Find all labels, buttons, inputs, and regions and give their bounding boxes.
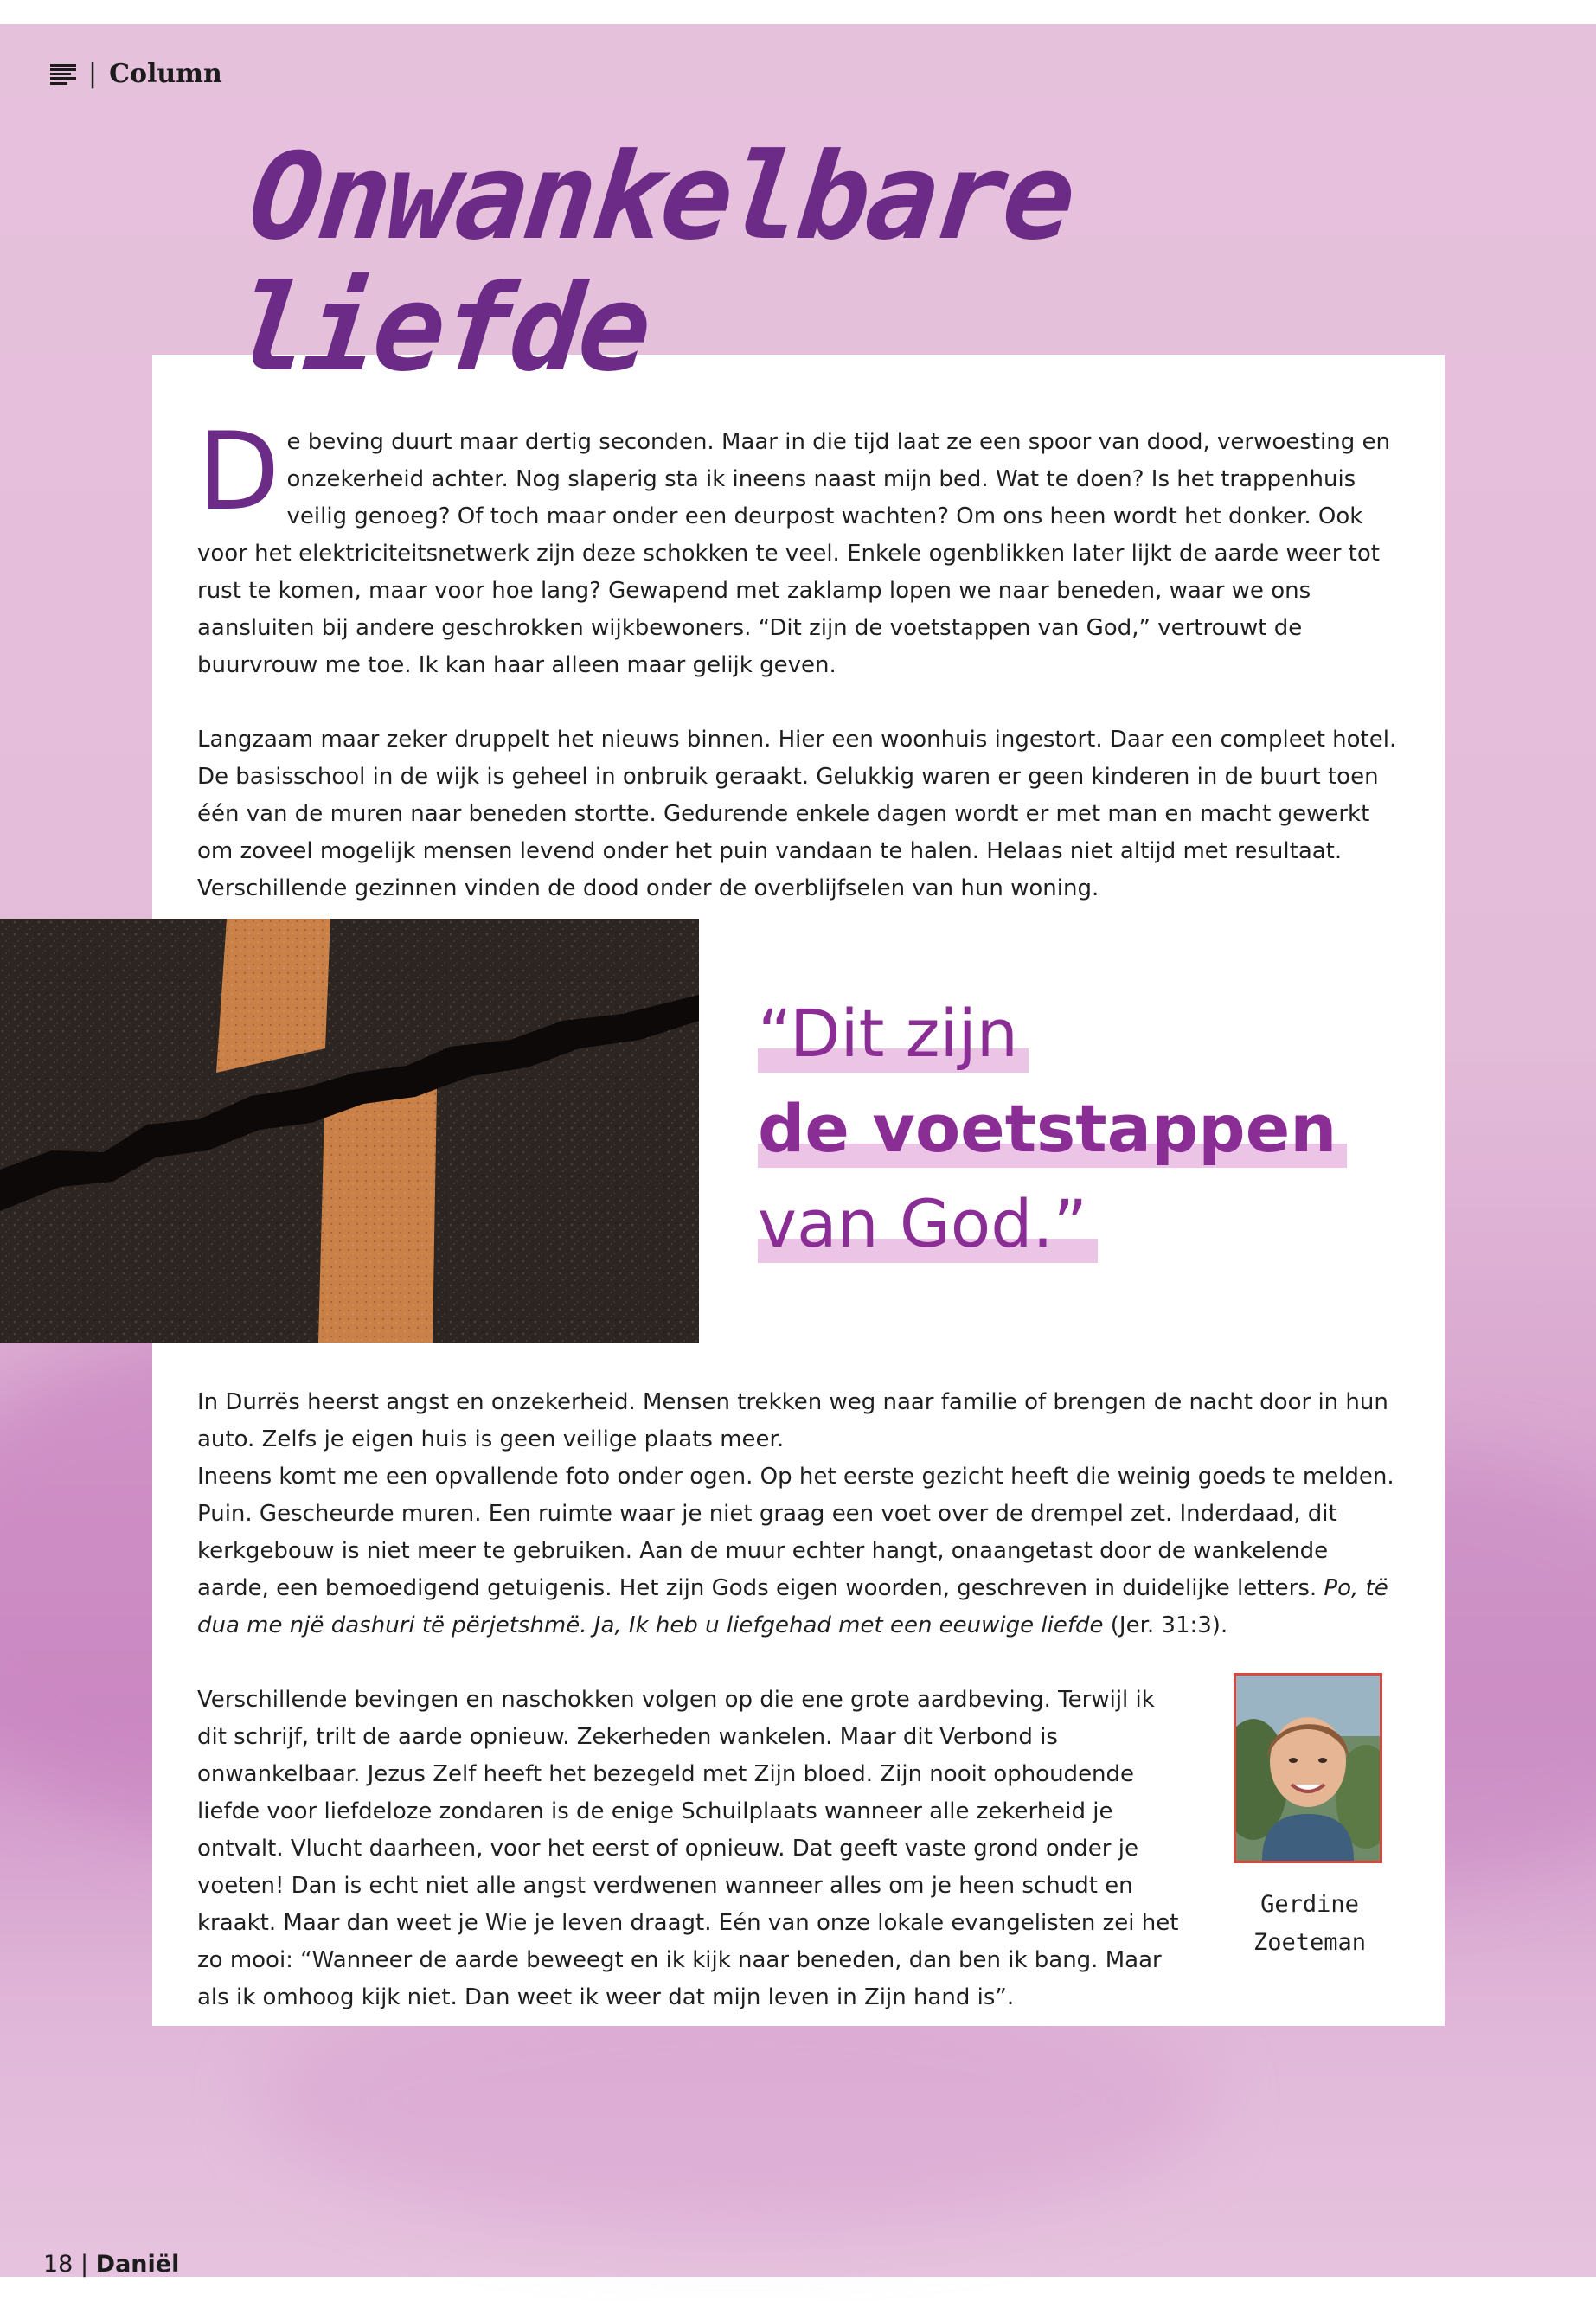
section-label: Column xyxy=(109,59,222,89)
cracked-road-photo xyxy=(0,919,699,1343)
paragraph-4: Verschillende bevingen en naschokken volgen op die ene grote aardbeving. Terwijl ik dit schrijf, trilt de aarde opnieuw. Zekerheden wankelen. Maar dit Verbond is onwankelbaar. Jezus Zelf heeft het bezegeld met Zijn bloed. Zijn nooit ophoudende liefde voor liefdeloze zondaren is de enige Schuilplaats wanneer alle zekerheid je ontvalt. Vlucht daarheen, voor het eerst of opnieuw. Dat geeft vaste grond onder je voeten! Dan is echt niet alle angst verdwenen wanneer alles om je heen schudt en kraakt. Maar dan weet je Wie je leven draagt. Eén van onze lokale evangelisten zei het zo mooi: “Wanneer de aarde beweegt en ik kijk naar beneden, dan ben ik bang. Maar als ik omhoog kijk niet. Dan weet ik weer dat mijn leven in Zijn hand is”. xyxy=(197,1687,1179,2010)
article-title xyxy=(229,127,1080,398)
body-section-3 xyxy=(197,1682,1190,2016)
section-header xyxy=(50,59,222,89)
intro-section xyxy=(197,410,1400,907)
author-first-name: Gerdine xyxy=(1260,1891,1359,1918)
paragraph-1-text: e beving duurt maar dertig seconden. Maar in die tijd laat ze een spoor van dood, verwoesting en onzekerheid achter. Nog slaperig sta ik ineens naast mijn bed. Wat te doen? Is het trappenhuis veilig genoeg? Of toch maar onder een deurpost wachten? Om ons heen wordt het donker. Ook voor het elektriciteitsnetwerk zijn deze schokken te veel. Enkele ogenblikken later lijkt de aarde weer tot rust te komen, maar voor hoe lang? Gewapend met zaklamp lopen we naar beneden, waar we ons aansluiten bij andere geschrokken wijkbewoners. “Dit zijn de voetstappen van God,” vertrouwt de buurvrouw me toe. Ik kan haar alleen maar gelijk geven. xyxy=(197,429,1390,678)
author-last-name: Zoeteman xyxy=(1253,1929,1367,1956)
header-separator: | xyxy=(88,59,98,89)
magazine-name: Daniël xyxy=(95,2251,180,2278)
scripture-quote: Po, të dua me një dashuri të përjetshmë. Ja, Ik heb u liefgehad met een eeuwige liefde xyxy=(197,1575,1388,1638)
body-section-2 xyxy=(197,1384,1400,1644)
author-name xyxy=(1215,1886,1405,1962)
pull-quote-line-3: van God.” xyxy=(758,1176,1087,1272)
footer-separator: | xyxy=(80,2251,89,2278)
title-line-2: liefde xyxy=(229,259,656,398)
author-photo xyxy=(1234,1673,1382,1863)
pull-quote-line-2: de voetstappen xyxy=(758,1081,1336,1176)
drop-cap: D xyxy=(197,410,280,535)
pull-quote-line-1: “Dit zijn xyxy=(758,986,1018,1081)
pull-quote xyxy=(758,986,1336,1272)
paragraph-1 xyxy=(197,410,1400,684)
paragraph-2: Langzaam maar zeker druppelt het nieuws binnen. Hier een woonhuis ingestort. Daar een compleet hotel. De basisschool in de wijk is geheel in onbruik geraakt. Gelukkig waren er geen kinderen in de buurt toen één van de muren naar beneden stortte. Gedurende enkele dagen wordt er met man en macht gewerkt om zoveel mogelijk mensen levend onder het puin vandaan te halen. Helaas niet altijd met resultaat. Verschillende gezinnen vinden de dood onder de overblijfselen van hun woning. xyxy=(197,727,1397,901)
scripture-reference: (Jer. 31:3). xyxy=(1110,1612,1228,1638)
page-number: 18 xyxy=(43,2251,74,2278)
title-line-1: Onwankelbare xyxy=(243,127,1080,266)
paragraph-3a: In Durrës heerst angst en onzekerheid. Mensen trekken weg naar familie of brengen de nacht door in hun auto. Zelfs je eigen huis is geen veilige plaats meer. xyxy=(197,1389,1388,1452)
page-footer xyxy=(43,2251,179,2278)
paragraph-3 xyxy=(197,1384,1400,1644)
column-lines-icon xyxy=(50,64,76,85)
paragraph-3b: Ineens komt me een opvallende foto onder ogen. Op het eerste gezicht heeft die weinig goeds te melden. Puin. Gescheurde muren. Een ruimte waar je niet graag een voet over de drempel zet. Inderdaad, dit kerkgebouw is niet meer te gebruiken. Aan de muur echter hangt, onaangetast door de wankelende aarde, een bemoedigend getuigenis. Het zijn Gods eigen woorden, geschreven in duidelijke letters. xyxy=(197,1464,1394,1601)
